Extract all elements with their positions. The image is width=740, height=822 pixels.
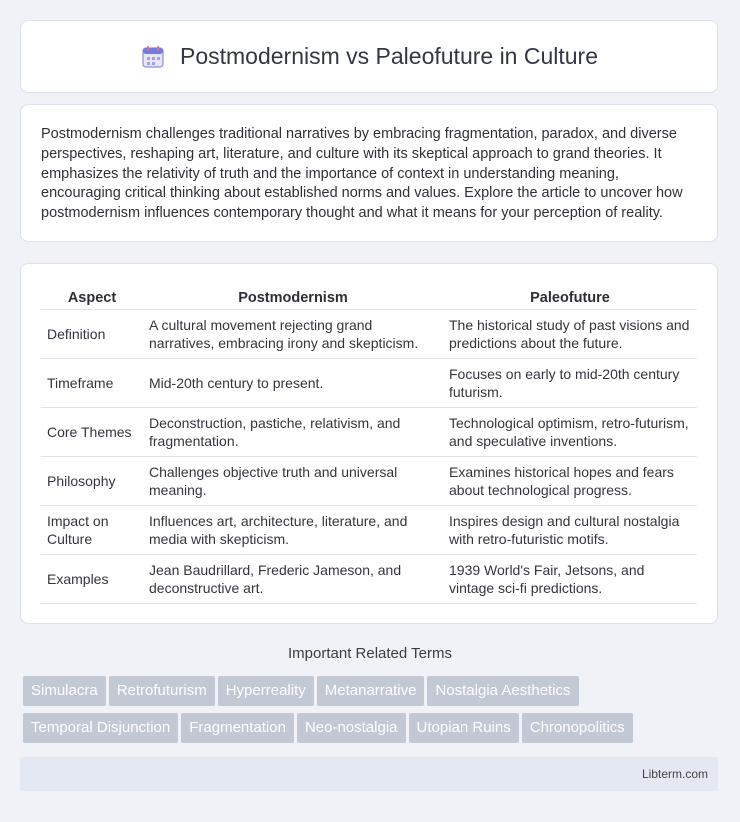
related-term-tag[interactable]: Nostalgia Aesthetics — [427, 676, 578, 706]
header-aspect: Aspect — [41, 284, 143, 310]
table-row — [41, 408, 697, 457]
related-term-tag[interactable]: Fragmentation — [181, 713, 294, 743]
cell-aspect: Impact on Culture — [41, 506, 143, 555]
page-title: Postmodernism vs Paleofuture in Culture — [179, 43, 599, 69]
cell-postmodernism: Jean Baudrillard, Frederic Jameson, and deconstructive art. — [143, 555, 443, 604]
cell-paleofuture: Inspires design and cultural nostalgia with retro-futuristic motifs. — [443, 506, 697, 555]
cell-postmodernism: Deconstruction, pastiche, relativism, and fragmentation. — [143, 408, 443, 457]
table-header-row — [41, 284, 697, 310]
intro-text: Postmodernism challenges traditional narratives by embracing fragmentation, paradox, and diverse perspectives, reshaping art, literature, and culture with its skeptical approach to grand theories. It emphasizes the relativity of truth and the importance of context in understanding meaning, encouraging critical thinking about established norms and values. Explore the article to uncover how postmodernism influences contemporary thought and what it means for your perception of reality. — [41, 126, 683, 222]
header-postmodernism: Postmodernism — [143, 284, 443, 310]
cell-paleofuture: Focuses on early to mid-20th century futurism. — [443, 359, 697, 408]
related-terms-list — [23, 676, 723, 750]
header-paleofuture: Paleofuture — [443, 284, 697, 310]
related-term-tag[interactable]: Retrofuturism — [109, 676, 215, 706]
cell-postmodernism: Influences art, architecture, literature, and media with skepticism. — [143, 506, 443, 555]
footer-bar — [20, 757, 718, 791]
cell-aspect: Timeframe — [41, 359, 143, 408]
cell-paleofuture: Technological optimism, retro-futurism, and speculative inventions. — [443, 408, 697, 457]
cell-postmodernism: Challenges objective truth and universal meaning. — [143, 457, 443, 506]
related-term-tag[interactable]: Hyperreality — [218, 676, 314, 706]
comparison-table — [41, 284, 697, 604]
cell-aspect: Definition — [41, 310, 143, 359]
related-term-tag[interactable]: Utopian Ruins — [409, 713, 519, 743]
cell-aspect: Core Themes — [41, 408, 143, 457]
cell-aspect: Philosophy — [41, 457, 143, 506]
calendar-icon — [140, 44, 166, 70]
cell-postmodernism: A cultural movement rejecting grand narratives, embracing irony and skepticism. — [143, 310, 443, 359]
footer-brand-link[interactable]: Libterm.com — [641, 767, 708, 781]
table-row — [41, 310, 697, 359]
table-row — [41, 555, 697, 604]
header-card — [20, 20, 718, 93]
cell-aspect: Examples — [41, 555, 143, 604]
cell-paleofuture: Examines historical hopes and fears about technological progress. — [443, 457, 697, 506]
table-row — [41, 359, 697, 408]
related-term-tag[interactable]: Metanarrative — [317, 676, 425, 706]
table-row — [41, 457, 697, 506]
related-term-tag[interactable]: Neo-nostalgia — [297, 713, 406, 743]
intro-card — [20, 104, 718, 242]
related-term-tag[interactable]: Temporal Disjunction — [23, 713, 178, 743]
cell-paleofuture: 1939 World's Fair, Jetsons, and vintage sci-fi predictions. — [443, 555, 697, 604]
related-terms-title: Important Related Terms — [288, 645, 452, 662]
table-row — [41, 506, 697, 555]
related-term-tag[interactable]: Simulacra — [23, 676, 106, 706]
cell-paleofuture: The historical study of past visions and predictions about the future. — [443, 310, 697, 359]
comparison-table-card — [20, 263, 718, 624]
related-term-tag[interactable]: Chronopolitics — [522, 713, 633, 743]
cell-postmodernism: Mid-20th century to present. — [143, 359, 443, 408]
